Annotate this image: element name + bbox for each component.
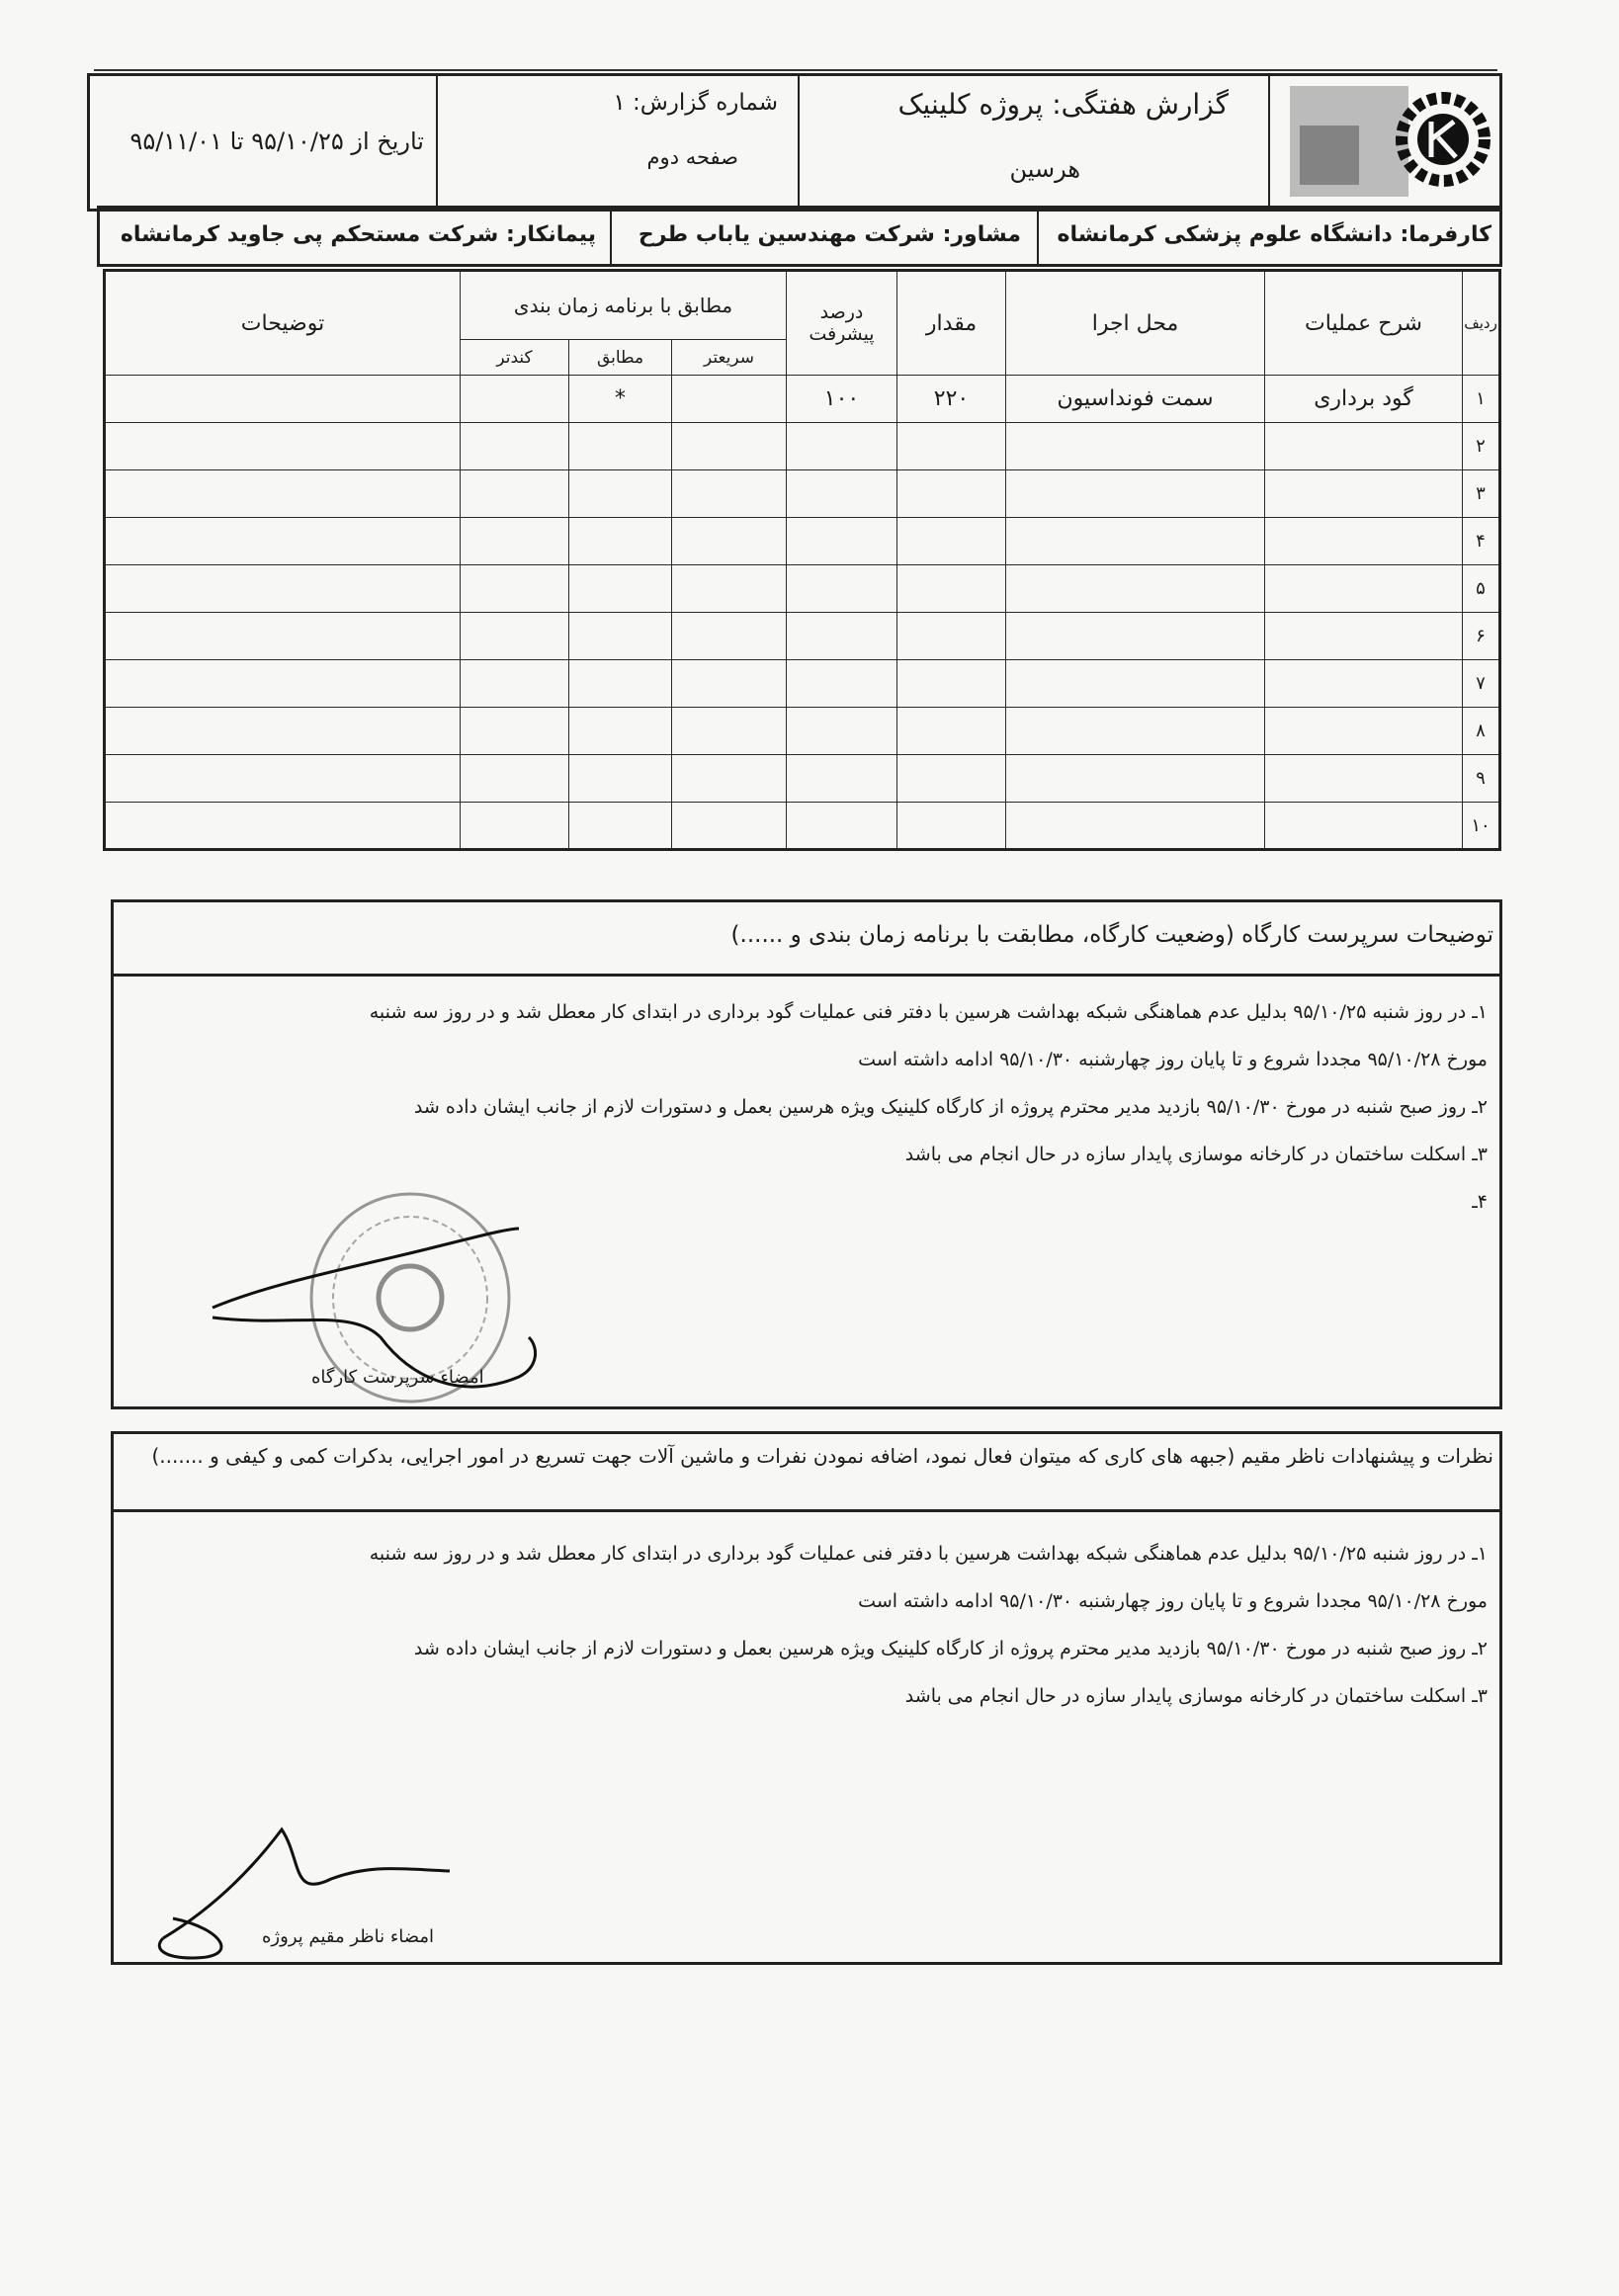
title-cell xyxy=(798,76,1268,209)
cell-progress xyxy=(787,565,897,613)
cell-remarks xyxy=(105,376,461,423)
cell-remarks xyxy=(105,565,461,613)
cell-operation xyxy=(1265,423,1463,470)
cell-remarks xyxy=(105,613,461,660)
col-amount: مقدار xyxy=(897,271,1006,376)
col-behind: کندتر xyxy=(461,340,569,376)
cell-location xyxy=(1006,565,1265,613)
cell-operation xyxy=(1265,613,1463,660)
table-row xyxy=(105,470,1500,518)
cell-on-time xyxy=(569,565,672,613)
date-cell xyxy=(90,76,436,209)
cell-ahead xyxy=(672,755,787,803)
report-date-range: تاریخ از ۹۵/۱۰/۲۵ تا ۹۵/۱۱/۰۱ xyxy=(129,128,424,155)
cell-on-time xyxy=(569,613,672,660)
table-row xyxy=(105,565,1500,613)
cell-amount xyxy=(897,565,1006,613)
cell-on-time xyxy=(569,803,672,850)
cell-remarks xyxy=(105,708,461,755)
col-row-no: ردیف xyxy=(1463,271,1500,376)
cell-location xyxy=(1006,755,1265,803)
col-progress: درصد پیشرفت xyxy=(787,271,897,376)
supervisor-section-title-bar xyxy=(114,902,1499,977)
cell-operation xyxy=(1265,660,1463,708)
consultant: مشاور: شرکت مهندسین یاباب طرح xyxy=(638,222,1021,247)
cell-amount xyxy=(897,518,1006,565)
cell-operation xyxy=(1265,803,1463,850)
table-row xyxy=(105,518,1500,565)
cell-on-time: * xyxy=(569,376,672,423)
table-row xyxy=(105,613,1500,660)
cell-ahead xyxy=(672,803,787,850)
table-row xyxy=(105,708,1500,755)
inspector-section xyxy=(111,1431,1502,1965)
cell-location xyxy=(1006,660,1265,708)
cell-amount xyxy=(897,755,1006,803)
cell-location xyxy=(1006,803,1265,850)
note-line: ۳ـ اسکلت ساختمان در کارخانه موسازی پایدار سازه در حال انجام می باشد xyxy=(904,1685,1488,1707)
cell-ahead xyxy=(672,613,787,660)
col-on-time: مطابق xyxy=(569,340,672,376)
cell-on-time xyxy=(569,755,672,803)
cell-location xyxy=(1006,470,1265,518)
cell-remarks xyxy=(105,423,461,470)
cell-no: ۱ xyxy=(1463,376,1500,423)
cell-progress xyxy=(787,518,897,565)
cell-no: ۵ xyxy=(1463,565,1500,613)
table-row xyxy=(105,755,1500,803)
operations-table xyxy=(103,269,1501,851)
cell-behind xyxy=(461,803,569,850)
cell-progress xyxy=(787,423,897,470)
cell-behind xyxy=(461,423,569,470)
cell-behind xyxy=(461,660,569,708)
supervisor-signature-label: امضاء سرپرست کارگاه xyxy=(311,1367,484,1388)
col-remarks: توضیحات xyxy=(105,271,461,376)
cell-no: ۶ xyxy=(1463,613,1500,660)
cell-progress xyxy=(787,660,897,708)
cell-no: ۹ xyxy=(1463,755,1500,803)
table-row xyxy=(105,660,1500,708)
inspector-section-title-bar xyxy=(114,1434,1499,1512)
inspector-section-title: نظرات و پیشنهادات ناظر مقیم (جبهه های کاری که میتوان فعال نمود، اضافه نمودن نفرات و ماشین آلات جهت تسریع در امور اجرایی، بدکرات کمی و کیفی و .......) xyxy=(151,1444,1493,1468)
cell-amount xyxy=(897,470,1006,518)
supervisor-section-title: توضیحات سرپرست کارگاه (وضعیت کارگاه، مطابقت با برنامه زمان بندی و ......) xyxy=(730,922,1493,948)
cell-on-time xyxy=(569,470,672,518)
project-location: هرسین xyxy=(1009,155,1080,183)
cell-no: ۸ xyxy=(1463,708,1500,755)
table-row xyxy=(105,803,1500,850)
col-operation: شرح عملیات xyxy=(1265,271,1463,376)
cell-on-time xyxy=(569,423,672,470)
col-ahead: سریعتر xyxy=(672,340,787,376)
cell-amount xyxy=(897,708,1006,755)
cell-remarks xyxy=(105,518,461,565)
report-number-cell xyxy=(436,76,798,209)
supervisor-notes xyxy=(124,1001,1488,1219)
inspector-notes xyxy=(124,1543,1488,1760)
cell-no: ۷ xyxy=(1463,660,1500,708)
contractor-cell xyxy=(100,209,610,264)
cell-amount xyxy=(897,423,1006,470)
note-line: مورخ ۹۵/۱۰/۲۸ مجددا شروع و تا پایان روز چهارشنبه ۹۵/۱۰/۳۰ ادامه داشته است xyxy=(858,1590,1488,1612)
cell-location: سمت فونداسیون xyxy=(1006,376,1265,423)
note-line: ۲ـ روز صبح شنبه در مورخ ۹۵/۱۰/۳۰ بازدید مدیر محترم پروژه از کارگاه کلینیک ویژه هرسین بعمل و دستورات لازم از جانب ایشان داده شد xyxy=(413,1096,1488,1118)
cell-remarks xyxy=(105,755,461,803)
cell-remarks xyxy=(105,660,461,708)
logo-cell xyxy=(1268,76,1499,209)
cell-remarks xyxy=(105,803,461,850)
cell-progress xyxy=(787,613,897,660)
cell-behind xyxy=(461,708,569,755)
table-row xyxy=(105,376,1500,423)
cell-on-time xyxy=(569,518,672,565)
cell-no: ۱۰ xyxy=(1463,803,1500,850)
cell-ahead xyxy=(672,708,787,755)
contractor: پیمانکار: شرکت مستحکم پی جاوید کرمانشاه xyxy=(120,222,596,247)
report-title: گزارش هفتگی: پروژه کلینیک xyxy=(897,88,1229,121)
cell-amount xyxy=(897,660,1006,708)
cell-operation: گود برداری xyxy=(1265,376,1463,423)
cell-operation xyxy=(1265,518,1463,565)
cell-location xyxy=(1006,613,1265,660)
cell-progress xyxy=(787,755,897,803)
note-line: ۱ـ در روز شنبه ۹۵/۱۰/۲۵ بدلیل عدم هماهنگی شبکه بهداشت هرسین با دفتر فنی عملیات گود برداری در ابتدای کار معطل شد و در روز سه شنبه xyxy=(369,1001,1488,1023)
cell-progress xyxy=(787,708,897,755)
cell-ahead xyxy=(672,565,787,613)
cell-amount: ۲۲۰ xyxy=(897,376,1006,423)
cell-behind xyxy=(461,613,569,660)
col-location: محل اجرا xyxy=(1006,271,1265,376)
cell-amount xyxy=(897,613,1006,660)
note-line: ۱ـ در روز شنبه ۹۵/۱۰/۲۵ بدلیل عدم هماهنگی شبکه بهداشت هرسین با دفتر فنی عملیات گود برداری در ابتدای کار معطل شد و در روز سه شنبه xyxy=(369,1543,1488,1565)
cell-location xyxy=(1006,708,1265,755)
cell-behind xyxy=(461,518,569,565)
cell-on-time xyxy=(569,660,672,708)
cell-operation xyxy=(1265,755,1463,803)
table-row xyxy=(105,423,1500,470)
cell-ahead xyxy=(672,376,787,423)
page-top-rule xyxy=(94,69,1497,71)
cell-operation xyxy=(1265,470,1463,518)
cell-no: ۲ xyxy=(1463,423,1500,470)
cell-no: ۳ xyxy=(1463,470,1500,518)
cell-operation xyxy=(1265,708,1463,755)
report-header xyxy=(87,73,1502,212)
report-number: شماره گزارش: ۱ xyxy=(613,90,778,116)
cell-progress xyxy=(787,470,897,518)
cell-remarks xyxy=(105,470,461,518)
cell-amount xyxy=(897,803,1006,850)
col-schedule-group: مطابق با برنامه زمان بندی xyxy=(461,271,787,340)
cell-progress: ۱۰۰ xyxy=(787,376,897,423)
note-line: ۴ـ xyxy=(1472,1191,1488,1213)
note-line: ۲ـ روز صبح شنبه در مورخ ۹۵/۱۰/۳۰ بازدید مدیر محترم پروژه از کارگاه کلینیک ویژه هرسین بعمل و دستورات لازم از جانب ایشان داده شد xyxy=(413,1638,1488,1659)
cell-no: ۴ xyxy=(1463,518,1500,565)
cell-on-time xyxy=(569,708,672,755)
cell-progress xyxy=(787,803,897,850)
employer-cell xyxy=(1037,209,1499,264)
cell-behind xyxy=(461,755,569,803)
cell-location xyxy=(1006,518,1265,565)
cell-behind xyxy=(461,565,569,613)
inspector-signature-label: امضاء ناظر مقیم پروژه xyxy=(262,1926,435,1947)
cell-location xyxy=(1006,423,1265,470)
consultant-cell xyxy=(610,209,1037,264)
cell-ahead xyxy=(672,423,787,470)
note-line: مورخ ۹۵/۱۰/۲۸ مجددا شروع و تا پایان روز چهارشنبه ۹۵/۱۰/۳۰ ادامه داشته است xyxy=(858,1049,1488,1070)
parties-row xyxy=(97,206,1502,267)
note-line: ۳ـ اسکلت ساختمان در کارخانه موسازی پایدار سازه در حال انجام می باشد xyxy=(904,1144,1488,1165)
supervisor-section xyxy=(111,899,1502,1409)
page-label: صفحه دوم xyxy=(646,145,738,169)
cell-operation xyxy=(1265,565,1463,613)
cell-ahead xyxy=(672,518,787,565)
university-logo-icon xyxy=(1270,76,1501,209)
cell-ahead xyxy=(672,470,787,518)
cell-behind xyxy=(461,470,569,518)
cell-behind xyxy=(461,376,569,423)
employer: کارفرما: دانشگاه علوم پزشکی کرمانشاه xyxy=(1057,222,1491,247)
cell-ahead xyxy=(672,660,787,708)
